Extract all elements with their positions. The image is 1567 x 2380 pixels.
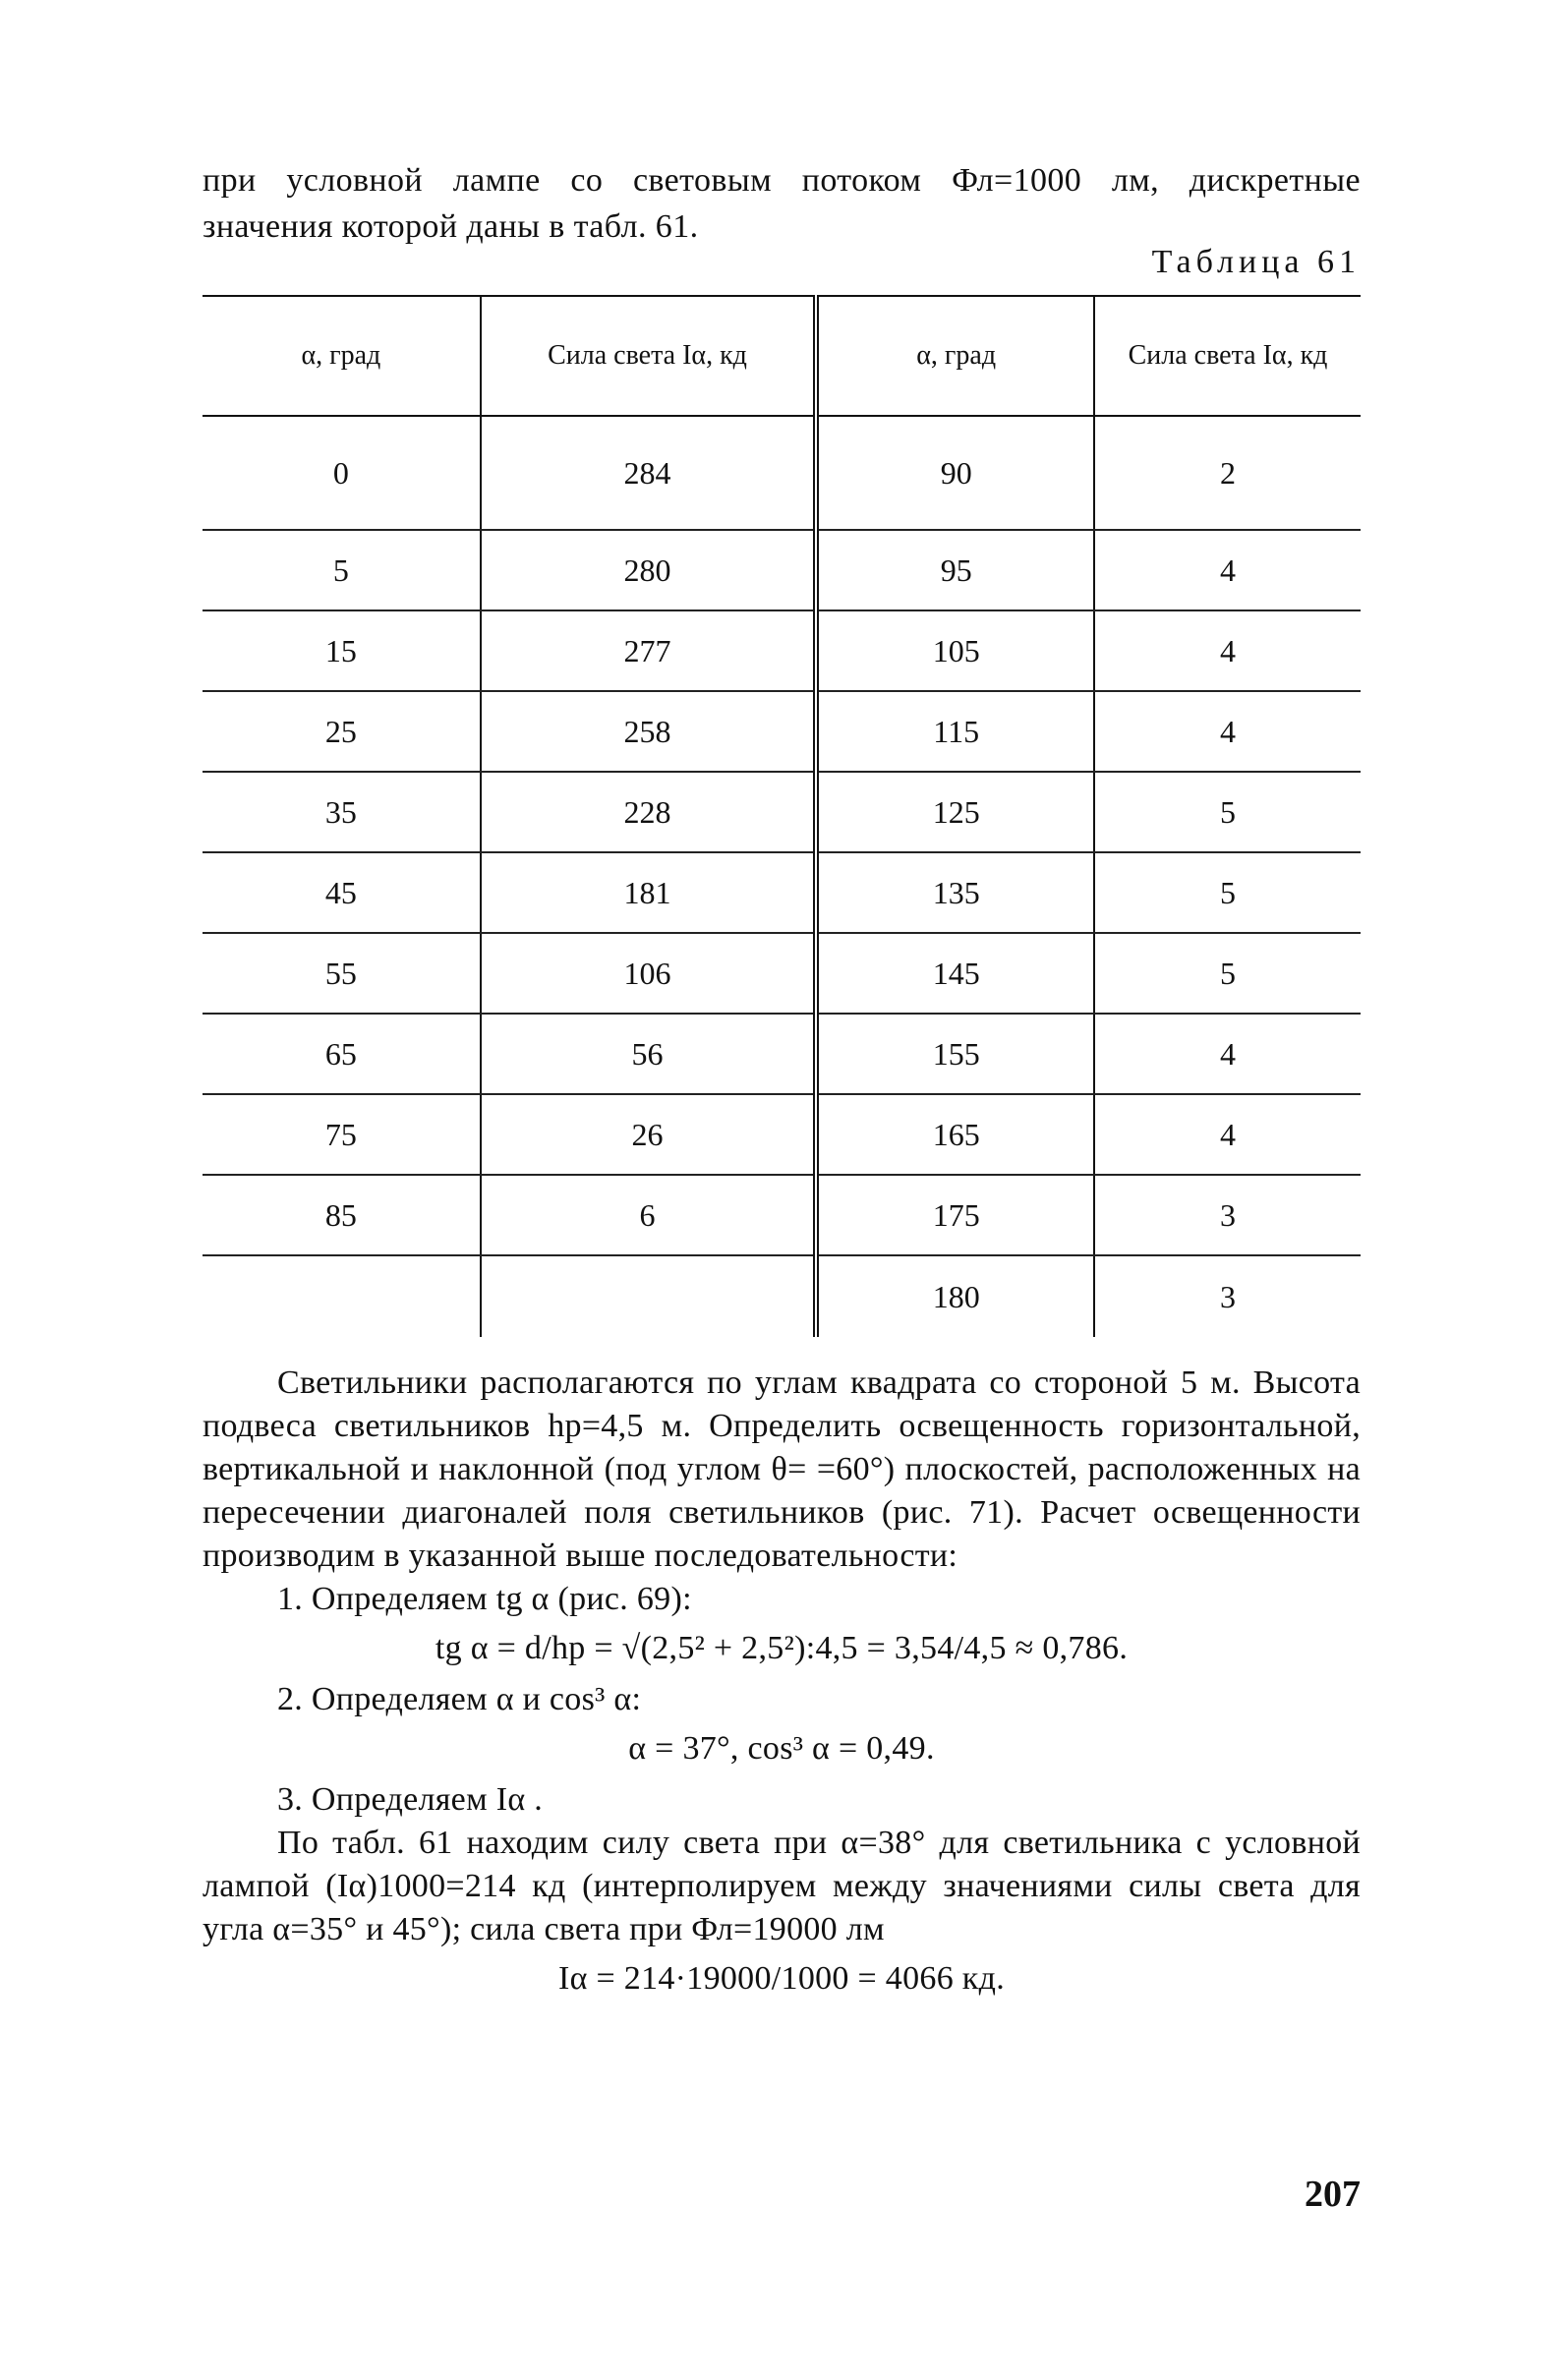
cell-intensity-2: 4 [1094,1014,1361,1094]
table-row [203,1255,1361,1337]
cell-intensity-1: 228 [481,772,817,852]
cell-angle-2: 175 [816,1175,1094,1255]
cell-intensity-1: 106 [481,933,817,1014]
table-caption: Таблица 61 [1151,244,1361,280]
cell-intensity-2: 4 [1094,1094,1361,1175]
step-2: 2. Определяем α и cos³ α: [277,1681,642,1717]
formula-intensity: Iα = 214·19000/1000 = 4066 кд. [557,1960,1006,1997]
cell-intensity-2: 4 [1094,610,1361,691]
body-text [203,1362,1361,2008]
step-3: 3. Определяем Iα . [277,1781,544,1818]
paragraph-luminaires: Светильники располагаются по углам квадрата со стороной 5 м. Высота подвеса светильников hр=4,5 м. Определить освещенность горизонтальной, вертикальной и наклонной (под углом θ= =60°) плоскостей, расположенных на пересечении диагоналей поля светильников (рис. 71). Расчет освещенности производим в указанной выше последовательности: [203,1364,1361,1574]
cell-intensity-1: 181 [481,852,817,933]
table-body [203,416,1361,1337]
cell-intensity-2: 5 [1094,772,1361,852]
intro-line-2: значения которой даны в табл. 61. [203,208,699,245]
cell-angle-1: 35 [203,772,481,852]
header-angle-1: α, град [203,296,481,416]
cell-intensity-2: 5 [1094,933,1361,1014]
luminous-intensity-table [203,295,1361,1337]
table-row [203,772,1361,852]
cell-angle-2: 155 [816,1014,1094,1094]
cell-angle-2: 135 [816,852,1094,933]
cell-intensity-1: 258 [481,691,817,772]
table-row [203,933,1361,1014]
cell-intensity-2: 5 [1094,852,1361,933]
step-1: 1. Определяем tg α (рис. 69): [277,1581,692,1617]
cell-angle-1: 45 [203,852,481,933]
cell-intensity-1: 56 [481,1014,817,1094]
table-row [203,1094,1361,1175]
header-angle-2: α, град [816,296,1094,416]
cell-intensity-1: 26 [481,1094,817,1175]
paragraph-interpolation: По табл. 61 находим силу света при α=38° для светильника с условной лампой (Iα)1000=214 кд (интерполируем между значениями силы света для угла α=35° и 45°); сила света при Фл=19000 лм [203,1825,1361,1947]
cell-angle-1: 5 [203,530,481,610]
cell-intensity-2: 2 [1094,416,1361,530]
cell-intensity-1 [481,1255,817,1337]
cell-angle-1 [203,1255,481,1337]
intro-paragraph [203,157,1361,250]
table-row [203,530,1361,610]
table-row [203,1014,1361,1094]
cell-intensity-1: 6 [481,1175,817,1255]
table-row [203,852,1361,933]
cell-angle-1: 85 [203,1175,481,1255]
cell-intensity-1: 277 [481,610,817,691]
header-intensity-1: Сила света Iα, кд [481,296,817,416]
cell-angle-2: 145 [816,933,1094,1014]
formula-alpha-cos: α = 37°, cos³ α = 0,49. [628,1730,935,1767]
cell-intensity-2: 3 [1220,1278,1237,1314]
cell-angle-2: 90 [816,416,1094,530]
cell-angle-1: 25 [203,691,481,772]
table-row [203,1175,1361,1255]
cell-angle-1: 65 [203,1014,481,1094]
table-header-row [203,296,1361,416]
intro-line-1: при условной лампе со световым потоком Фл=1000 лм, дискретные [203,162,1361,199]
cell-angle-2: 125 [816,772,1094,852]
cell-intensity-1: 284 [481,416,817,530]
cell-intensity-2: 4 [1094,530,1361,610]
cell-angle-1: 0 [203,416,481,530]
formula-tg-alpha: tg α = d/hр = √(2,5² + 2,5²):4,5 = 3,54/4,5 ≈ 0,786. [435,1630,1129,1666]
table-row [203,691,1361,772]
cell-intensity-1: 280 [481,530,817,610]
cell-angle-2: 95 [816,530,1094,610]
cell-angle-2: 165 [816,1094,1094,1175]
page-number: 207 [1305,2174,1361,2215]
cell-angle-2: 115 [816,691,1094,772]
cell-angle-1: 15 [203,610,481,691]
header-intensity-2: Сила света Iα, кд [1094,296,1361,416]
table-row [203,416,1361,530]
cell-intensity-2: 3 [1094,1175,1361,1255]
cell-angle-2: 180 [816,1255,1094,1337]
cell-angle-1: 75 [203,1094,481,1175]
cell-intensity-2: 4 [1094,691,1361,772]
table-row [203,610,1361,691]
cell-angle-1: 55 [203,933,481,1014]
cell-angle-2: 105 [816,610,1094,691]
